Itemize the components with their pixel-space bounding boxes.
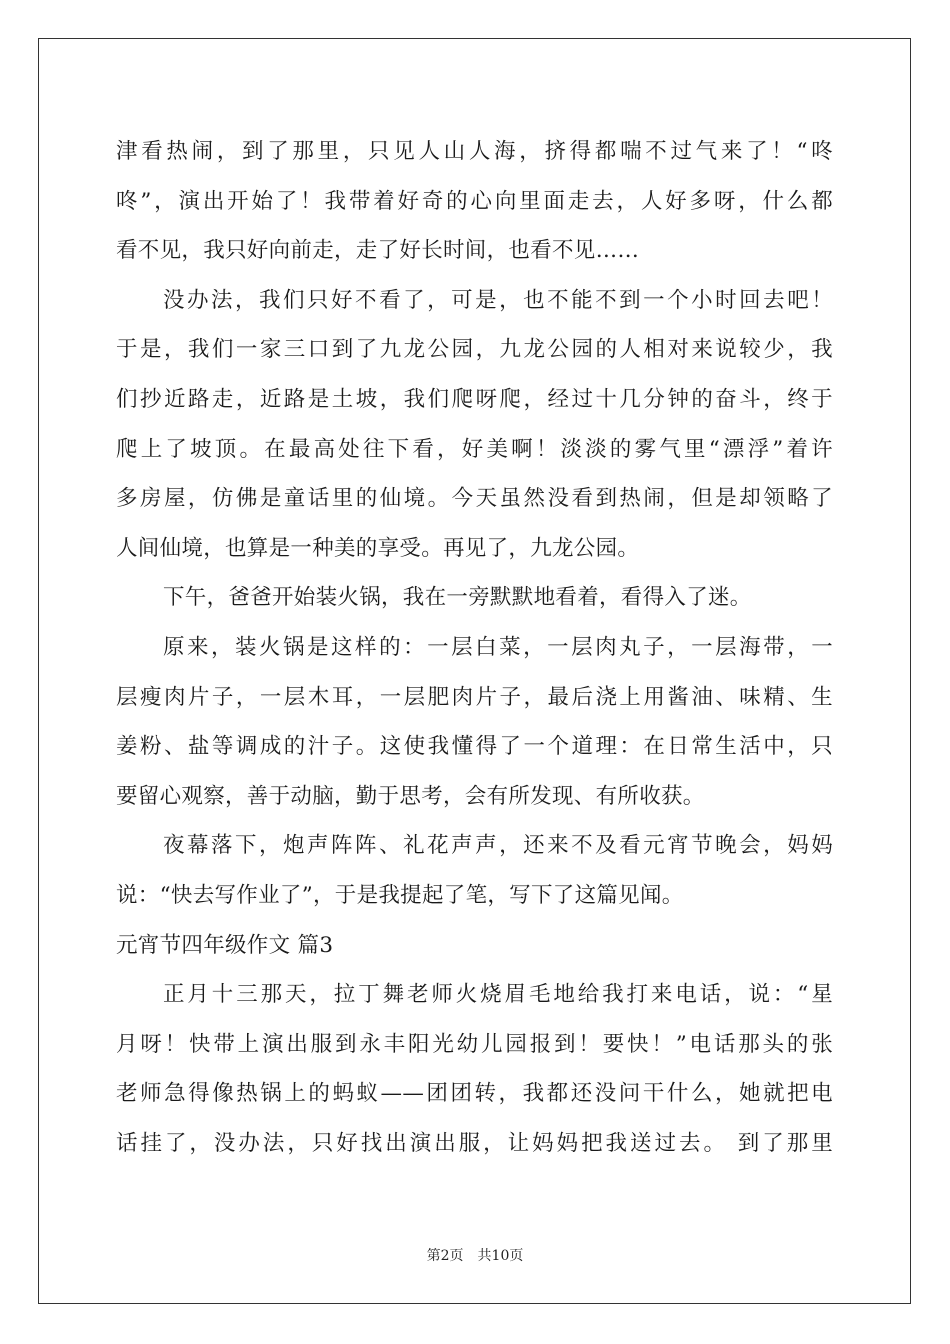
- page-number: 第2页: [426, 1248, 464, 1264]
- text-line: 爬上了坡顶。在最高处往下看，好美啊！淡淡的雾气里“漂浮”着许: [116, 436, 833, 462]
- text-line: 们抄近路走，近路是土坡，我们爬呀爬，经过十几分钟的奋斗，终于: [116, 386, 833, 412]
- text-line: 要留心观察，善于动脑，勤于思考，会有所发现、有所收获。: [116, 783, 705, 809]
- text-line: 老师急得像热锅上的蚂蚁——团团转，我都还没问干什么，她就把电: [116, 1081, 833, 1107]
- section-heading: 元宵节四年级作文 篇3: [116, 932, 334, 958]
- document-body: [116, 127, 833, 1168]
- text-line: 月呀！快带上演出服到永丰阳光幼儿园报到！要快！”电话那头的张: [116, 1031, 833, 1057]
- text-line: 看不见，我只好向前走，走了好长时间，也看不见……: [116, 238, 640, 264]
- text-line: 话挂了，没办法，只好找出演出服，让妈妈把我送过去。 到了那里: [116, 1130, 833, 1156]
- text-line: 人间仙境，也算是一种美的享受。再见了，九龙公园。: [116, 535, 640, 561]
- text-line: 多房屋，仿佛是童话里的仙境。今天虽然没看到热闹，但是却领略了: [116, 486, 833, 512]
- text-line: 正月十三那天，拉丁舞老师火烧眉毛地给我打来电话，说：“星: [163, 982, 833, 1008]
- text-line: 于是，我们一家三口到了九龙公园，九龙公园的人相对来说较少，我: [116, 337, 833, 363]
- text-line: 夜幕落下，炮声阵阵、礼花声声，还来不及看元宵节晚会，妈妈: [163, 833, 833, 859]
- text-line: 姜粉、盐等调成的汁子。这使我懂得了一个道理：在日常生活中，只: [116, 734, 833, 760]
- page-footer: [0, 1245, 950, 1265]
- text-line: 没办法，我们只好不看了，可是，也不能不到一个小时回去吧！: [163, 287, 833, 313]
- text-line: 津看热闹，到了那里，只见人山人海，挤得都喘不过气来了！“咚: [116, 139, 833, 164]
- text-line: 说：“快去写作业了”，于是我提起了笔，写下了这篇见闻。: [116, 882, 684, 908]
- page-total: 共10页: [477, 1248, 524, 1264]
- text-line: 层瘦肉片子，一层木耳，一层肥肉片子，最后浇上用酱油、味精、生: [116, 684, 833, 710]
- text-line: 下午，爸爸开始装火锅，我在一旁默默地看着，看得入了迷。: [163, 585, 752, 611]
- text-line: 咚”，演出开始了！我带着好奇的心向里面走去，人好多呀，什么都: [116, 188, 833, 214]
- text-line: 原来，装火锅是这样的：一层白菜，一层肉丸子，一层海带，一: [163, 634, 833, 660]
